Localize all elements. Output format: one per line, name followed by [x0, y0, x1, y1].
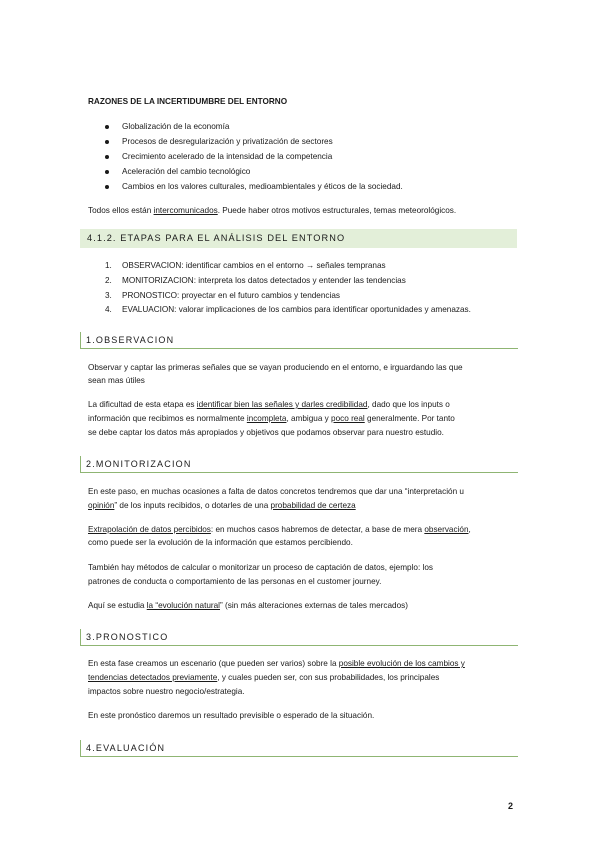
text-span: , ambigua y: [286, 414, 332, 423]
bullet-icon: [105, 155, 109, 159]
paragraph-line: [88, 498, 356, 513]
bullet-icon: [105, 170, 109, 174]
text-span: generalmente. Por tanto: [364, 414, 455, 423]
underlined-term: tendencias detectados previamente: [88, 673, 218, 682]
underlined-term: Extrapolación de datos percibidos: [88, 525, 211, 534]
paragraph-line: como puede ser la evolución de la información que estamos percibiendo.: [88, 538, 353, 547]
list-number: 3.: [105, 291, 112, 300]
list-number: 2.: [105, 276, 112, 285]
paragraph-line: [88, 397, 450, 412]
list-item: MONITORIZACION: interpreta los datos detectados y entender las tendencias: [122, 276, 406, 285]
paragraph: [88, 203, 456, 218]
underlined-term: intercomunicados: [153, 206, 218, 215]
paragraph-line: se debe captar los datos más apropiados y objetivos que podamos observar para nuestro estudio.: [88, 428, 444, 437]
paragraph-line: sean mas útiles: [88, 376, 145, 385]
subsection-title: 4.EVALUACIÓN: [86, 743, 166, 753]
underlined-term: observación: [424, 525, 469, 534]
underlined-term: posible evolución de los cambios y: [338, 659, 465, 668]
text-span: ” (sin más alteraciones externas de tales mercados): [220, 601, 408, 610]
underlined-term: opinión: [88, 501, 115, 510]
subsection-title: 3.PRONOSTICO: [86, 632, 169, 642]
text-span: : en muchos casos habremos de detectar, a base de mera: [210, 525, 425, 534]
paragraph-line: También hay métodos de calcular o monitorizar un proceso de captación de datos, ejemplo: los: [88, 563, 433, 572]
list-item: Procesos de desregularización y privatización de sectores: [122, 137, 333, 146]
list-number: 4.: [105, 305, 112, 314]
underlined-term: probabilidad de certeza: [270, 501, 356, 510]
text-span: . Puede haber otros motivos estructurales, temas meteorológicos.: [217, 206, 457, 215]
paragraph-line: impactos sobre nuestro negocio/estrategia.: [88, 687, 245, 696]
text-span: ” de los inputs recibidos, o dotarles de una: [114, 501, 271, 510]
text-span: información que recibimos es normalmente: [88, 414, 247, 423]
text-span: ,: [468, 525, 471, 534]
bullet-icon: [105, 125, 109, 129]
paragraph-line: [88, 656, 465, 671]
bullet-icon: [105, 140, 109, 144]
paragraph-line: [88, 411, 455, 426]
text-span: La dificultad de esta etapa es: [88, 400, 197, 409]
text-span: , y cuales pueden ser, con sus probabilidades, los principales: [217, 673, 440, 682]
underlined-term: poco real: [331, 414, 365, 423]
bullet-icon: [105, 185, 109, 189]
subsection-title: 1.OBSERVACION: [86, 335, 175, 345]
page-number: 2: [508, 801, 514, 811]
paragraph-line: En este paso, en muchas ocasiones a falta de datos concretos tendremos que dar una “interpretación u: [88, 487, 464, 496]
list-item: EVALUACION: valorar implicaciones de los cambios para identificar oportunidades y amenazas.: [122, 305, 471, 314]
text-span: , dado que los inputs o: [367, 400, 450, 409]
paragraph-line: [88, 670, 439, 685]
paragraph-line: [88, 598, 408, 613]
list-number: 1.: [105, 261, 112, 270]
subsection-title: 2.MONITORIZACION: [86, 459, 192, 469]
paragraph-line: patrones de conducta o comportamiento de las personas en el customer journey.: [88, 577, 382, 586]
list-item: PRONOSTICO: proyectar en el futuro cambios y tendencias: [122, 291, 340, 300]
page-heading: RAZONES DE LA INCERTIDUMBRE DEL ENTORNO: [88, 97, 288, 106]
underlined-term: incompleta: [246, 414, 287, 423]
list-item: Globalización de la economía: [122, 122, 230, 131]
paragraph-line: En este pronóstico daremos un resultado previsible o esperado de la situación.: [88, 711, 375, 720]
paragraph-line: Observar y captar las primeras señales que se vayan produciendo en el entorno, e irguardando las que: [88, 363, 463, 372]
underlined-term: la “evolución natural: [146, 601, 220, 610]
text-span: Todos ellos están: [88, 206, 154, 215]
text-span: Aquí se estudia: [88, 601, 147, 610]
list-item: Cambios en los valores culturales, medioambientales y éticos de la sociedad.: [122, 182, 403, 191]
underlined-term: identificar bien las señales y darles credibilidad: [196, 400, 368, 409]
list-item: Aceleración del cambio tecnológico: [122, 167, 251, 176]
list-item: Crecimiento acelerado de la intensidad de la competencia: [122, 152, 333, 161]
section-title: 4.1.2. ETAPAS PARA EL ANÁLISIS DEL ENTORNO: [87, 233, 346, 243]
text-span: En esta fase creamos un escenario (que pueden ser varios) sobre la: [88, 659, 339, 668]
list-item: OBSERVACION: identificar cambios en el entorno → señales tempranas: [122, 261, 386, 270]
